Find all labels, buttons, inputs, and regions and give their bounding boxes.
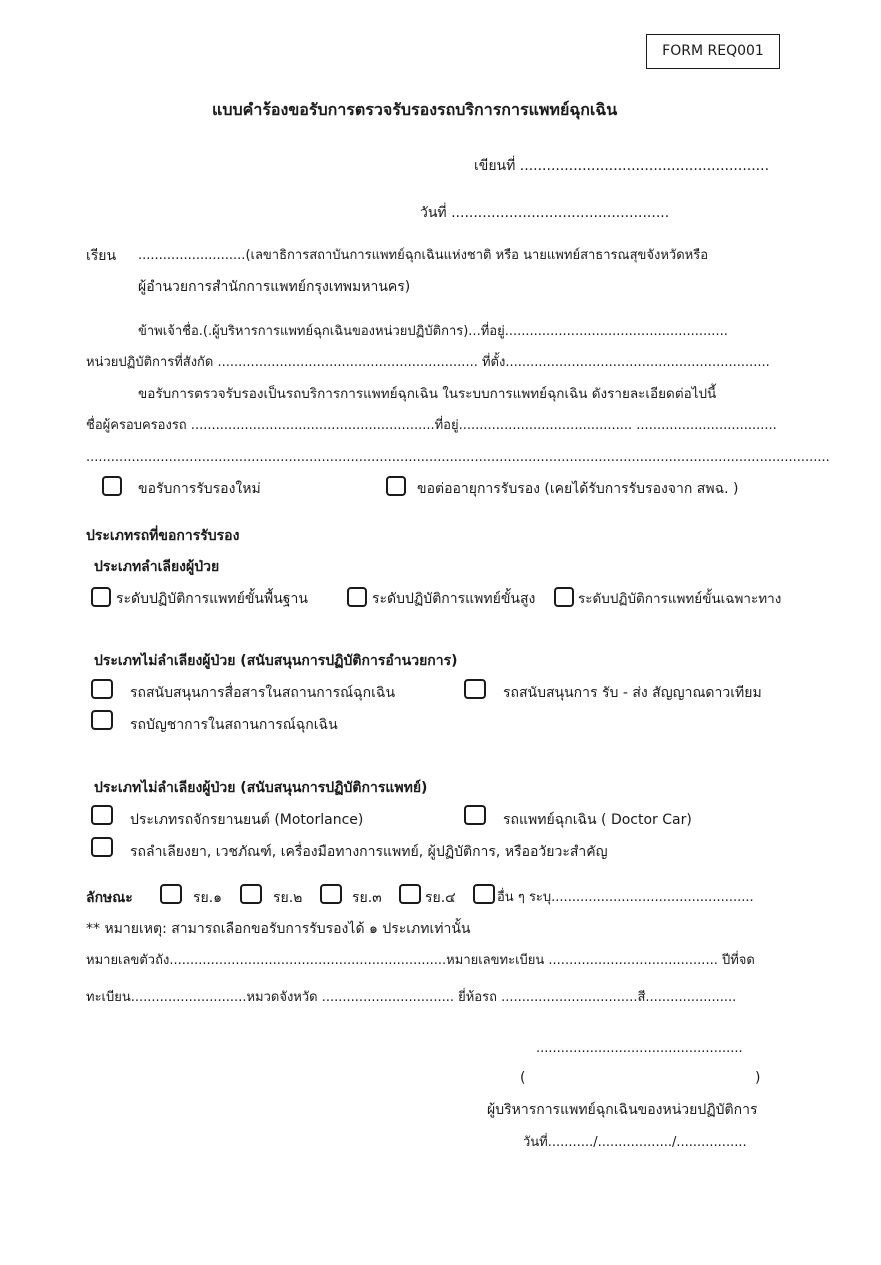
body-line4: ชื่อผู้ครอบครองรถ ...........................................................ที่อยู่.......................................... .................................. — [86, 418, 777, 433]
vehicle-info-line2: ทะเบียน............................หมวดจังหวัด ................................ ยี่ห้อรถ .................................สี...................... — [86, 990, 737, 1005]
signature-title: ผู้บริหารการแพทย์ฉุกเฉินของหน่วยปฏิบัติการ — [487, 1102, 758, 1118]
r2-label: รย.๒ — [273, 890, 303, 906]
date-line: วันที่ ................................................. — [420, 205, 670, 221]
r3-checkbox[interactable] — [320, 884, 342, 904]
vehicle-type-heading: ประเภทรถที่ขอการรับรอง — [86, 528, 240, 544]
signature-dots: .................................................. — [536, 1041, 743, 1056]
r1-label: รย.๑ — [193, 890, 223, 906]
salutation-line1: ..........................(เลขาธิการสถาบันการแพทย์ฉุกเฉินแห่งชาติ หรือ นายแพทย์สาธารณสุขจังหวัดหรือ — [138, 248, 709, 263]
new-request-checkbox[interactable] — [102, 476, 122, 496]
specialized-level-label: ระดับปฏิบัติการแพทย์ขั้นเฉพาะทาง — [578, 591, 782, 607]
advanced-level-label: ระดับปฏิบัติการแพทย์ขั้นสูง — [372, 591, 536, 607]
satellite-support-label: รถสนับสนุนการ รับ - ส่ง สัญญาณดาวเทียม — [503, 685, 762, 701]
supply-vehicle-label: รถลำเลียงยา, เวชภัณฑ์, เครื่องมือทางการแพทย์, ผู้ปฏิบัติการ, หรืออวัยวะสำคัญ — [130, 844, 608, 860]
renew-request-checkbox[interactable] — [386, 476, 406, 496]
r1-checkbox[interactable] — [160, 884, 182, 904]
vehicle-info-line1: หมายเลขตัวถัง...................................................................หมายเลขทะเบียน ......................................... ปีที่จด — [86, 953, 755, 968]
r2-checkbox[interactable] — [240, 884, 262, 904]
comm-support-checkbox[interactable] — [91, 679, 113, 699]
other-label: อื่น ๆ ระบุ................................................. — [497, 890, 754, 905]
basic-level-checkbox[interactable] — [91, 587, 111, 607]
characteristics-label: ลักษณะ — [86, 890, 133, 906]
signature-open-paren: ( — [520, 1070, 526, 1086]
form-code: FORM REQ001 — [646, 34, 780, 69]
non-transport-command-heading: ประเภทไม่ลำเลียงผู้ป่วย (สนับสนุนการปฏิบัติการอำนวยการ) — [94, 653, 458, 669]
motorlance-label: ประเภทรถจักรยานยนต์ (Motorlance) — [130, 812, 364, 828]
r4-label: รย.๔ — [425, 890, 456, 906]
form-title: แบบคำร้องขอรับการตรวจรับรองรถบริการการแพทย์ฉุกเฉิน — [212, 100, 618, 119]
doctor-car-checkbox[interactable] — [464, 805, 486, 825]
r4-checkbox[interactable] — [399, 884, 421, 904]
salutation-line2: ผู้อำนวยการสำนักการแพทย์กรุงเทพมหานคร) — [138, 279, 411, 295]
body-line2: หน่วยปฏิบัติการที่สังกัด ............................................................... ที่ตั้ง................................................................ — [86, 355, 770, 370]
new-request-label: ขอรับการรับรองใหม่ — [138, 481, 261, 497]
specialized-level-checkbox[interactable] — [554, 587, 574, 607]
note: ** หมายเหตุ: สามารถเลือกขอรับการรับรองได้ ๑ ประเภทเท่านั้น — [86, 921, 471, 937]
doctor-car-label: รถแพทย์ฉุกเฉิน ( Doctor Car) — [503, 812, 692, 828]
salutation-label: เรียน — [86, 248, 117, 264]
written-at: เขียนที่ ........................................................ — [474, 158, 770, 174]
command-vehicle-checkbox[interactable] — [91, 710, 113, 730]
basic-level-label: ระดับปฏิบัติการแพทย์ขั้นพื้นฐาน — [116, 591, 308, 607]
signature-close-paren: ) — [755, 1070, 761, 1086]
comm-support-label: รถสนับสนุนการสื่อสารในสถานการณ์ฉุกเฉิน — [130, 685, 396, 701]
body-line3: ขอรับการตรวจรับรองเป็นรถบริการการแพทย์ฉุกเฉิน ในระบบการแพทย์ฉุกเฉิน ดังรายละเอียดต่อไปนี้ — [138, 386, 717, 402]
r3-label: รย.๓ — [352, 890, 382, 906]
satellite-support-checkbox[interactable] — [464, 679, 486, 699]
motorlance-checkbox[interactable] — [91, 805, 113, 825]
body-line1: ข้าพเจ้าชื่อ.(.ผู้บริหารการแพทย์ฉุกเฉินของหน่วยปฏิบัติการ)...ที่อยู่...................................................... — [138, 324, 728, 339]
non-transport-medical-heading: ประเภทไม่ลำเลียงผู้ป่วย (สนับสนุนการปฏิบัติการแพทย์) — [94, 780, 428, 796]
advanced-level-checkbox[interactable] — [347, 587, 367, 607]
signature-date: วันที่.........../................../................. — [523, 1135, 747, 1150]
command-vehicle-label: รถบัญชาการในสถานการณ์ฉุกเฉิน — [130, 717, 338, 733]
other-checkbox[interactable] — [473, 884, 495, 904]
supply-vehicle-checkbox[interactable] — [91, 837, 113, 857]
renew-request-label: ขอต่ออายุการรับรอง (เคยได้รับการรับรองจาก สพฉ. ) — [417, 481, 739, 497]
patient-transport-heading: ประเภทลำเลียงผู้ป่วย — [94, 559, 220, 575]
body-line5: .................................................................................................................................................................................... — [86, 450, 830, 465]
